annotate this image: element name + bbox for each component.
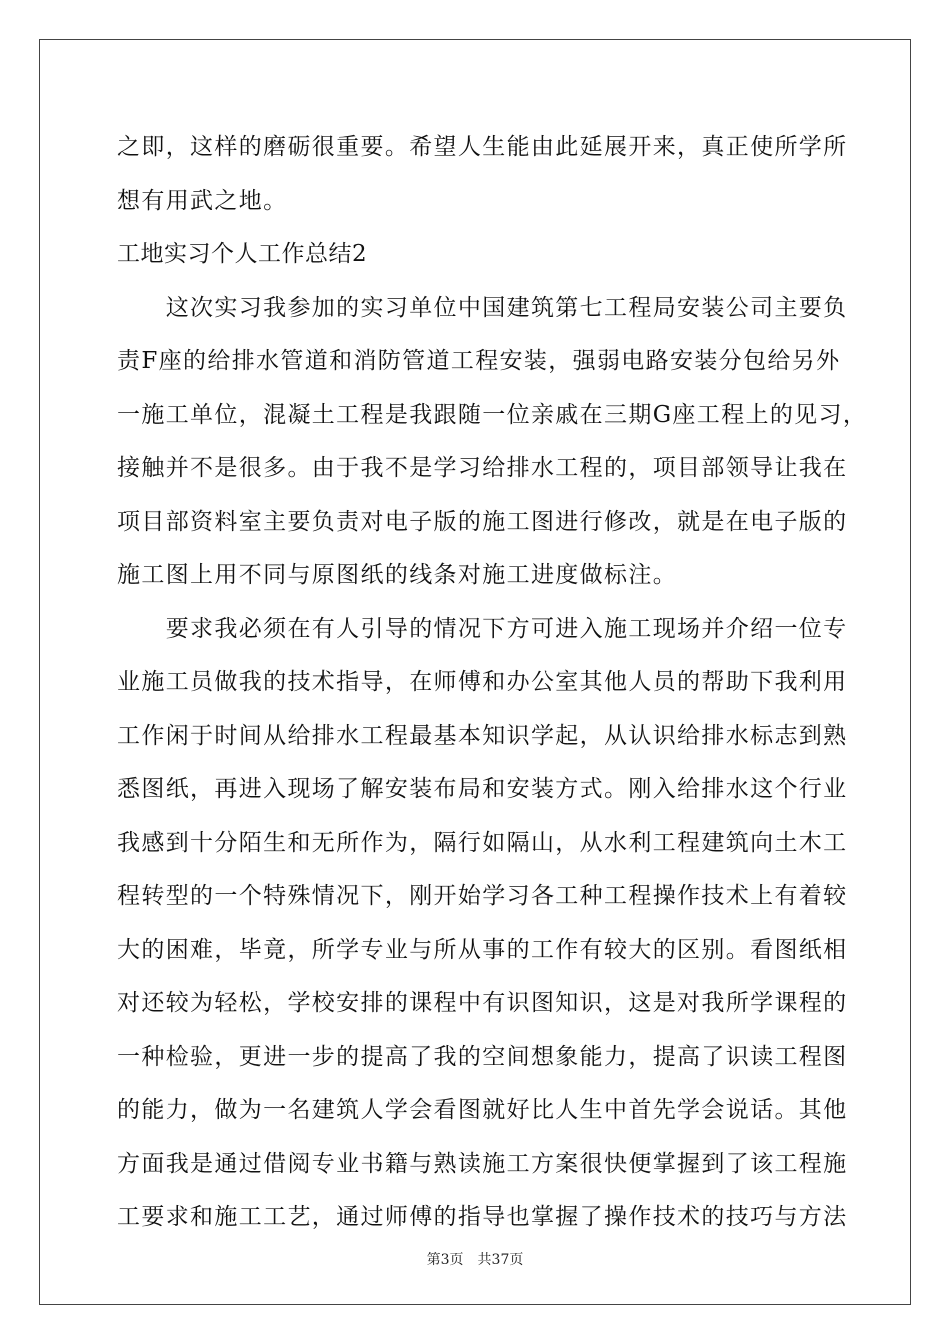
text-line: 工要求和施工工艺，通过师傅的指导也掌握了操作技术的技巧与方法 xyxy=(117,1204,848,1230)
text-line: 一种检验，更进一步的提高了我的空间想象能力，提高了识读工程图 xyxy=(117,1043,848,1070)
text-line: 我感到十分陌生和无所作为，隔行如隔山，从水利工程建筑向土木工 xyxy=(117,829,848,856)
text-line: 悉图纸，再进入现场了解安装布局和安装方式。刚入给排水这个行业 xyxy=(117,776,848,802)
text-line: 要求我必须在有人引导的情况下方可进入施工现场并介绍一位专 xyxy=(117,615,848,642)
page-number-footer: 第3页 共37页 xyxy=(426,1252,524,1268)
text-line: 项目部资料室主要负责对电子版的施工图进行修改，就是在电子版的 xyxy=(117,508,848,535)
text-line: 之即，这样的磨砺很重要。希望人生能由此延展开来，真正使所学所 xyxy=(117,134,848,160)
text-line: 施工图上用不同与原图纸的线条对施工进度做标注。 xyxy=(117,562,678,588)
text-line: 责F座的给排水管道和消防管道工程安装，强弱电路安装分包给另外 xyxy=(117,348,841,374)
text-line: 的能力，做为一名建筑人学会看图就好比人生中首先学会说话。其他 xyxy=(117,1097,848,1123)
text-line: 大的困难，毕竟，所学专业与所从事的工作有较大的区别。看图纸相 xyxy=(117,936,848,963)
text-line: 想有用武之地。 xyxy=(117,187,288,214)
section-heading: 工地实习个人工作总结2 xyxy=(117,241,368,267)
text-line: 工作闲于时间从给排水工程最基本知识学起，从认识给排水标志到熟 xyxy=(117,722,848,749)
text-line: 接触并不是很多。由于我不是学习给排水工程的，项目部领导让我在 xyxy=(117,455,848,481)
text-line: 程转型的一个特殊情况下，刚开始学习各工种工程操作技术上有着较 xyxy=(117,883,848,909)
text-line: 一施工单位，混凝土工程是我跟随一位亲戚在三期G座工程上的见习， xyxy=(117,401,868,428)
text-line: 对还较为轻松，学校安排的课程中有识图知识，这是对我所学课程的 xyxy=(117,990,848,1016)
document-body xyxy=(117,121,868,1245)
text-line: 方面我是通过借阅专业书籍与熟读施工方案很快便掌握到了该工程施 xyxy=(117,1150,848,1177)
text-line: 业施工员做我的技术指导，在师傅和办公室其他人员的帮助下我利用 xyxy=(117,669,848,695)
text-line: 这次实习我参加的实习单位中国建筑第七工程局安装公司主要负 xyxy=(117,294,848,321)
